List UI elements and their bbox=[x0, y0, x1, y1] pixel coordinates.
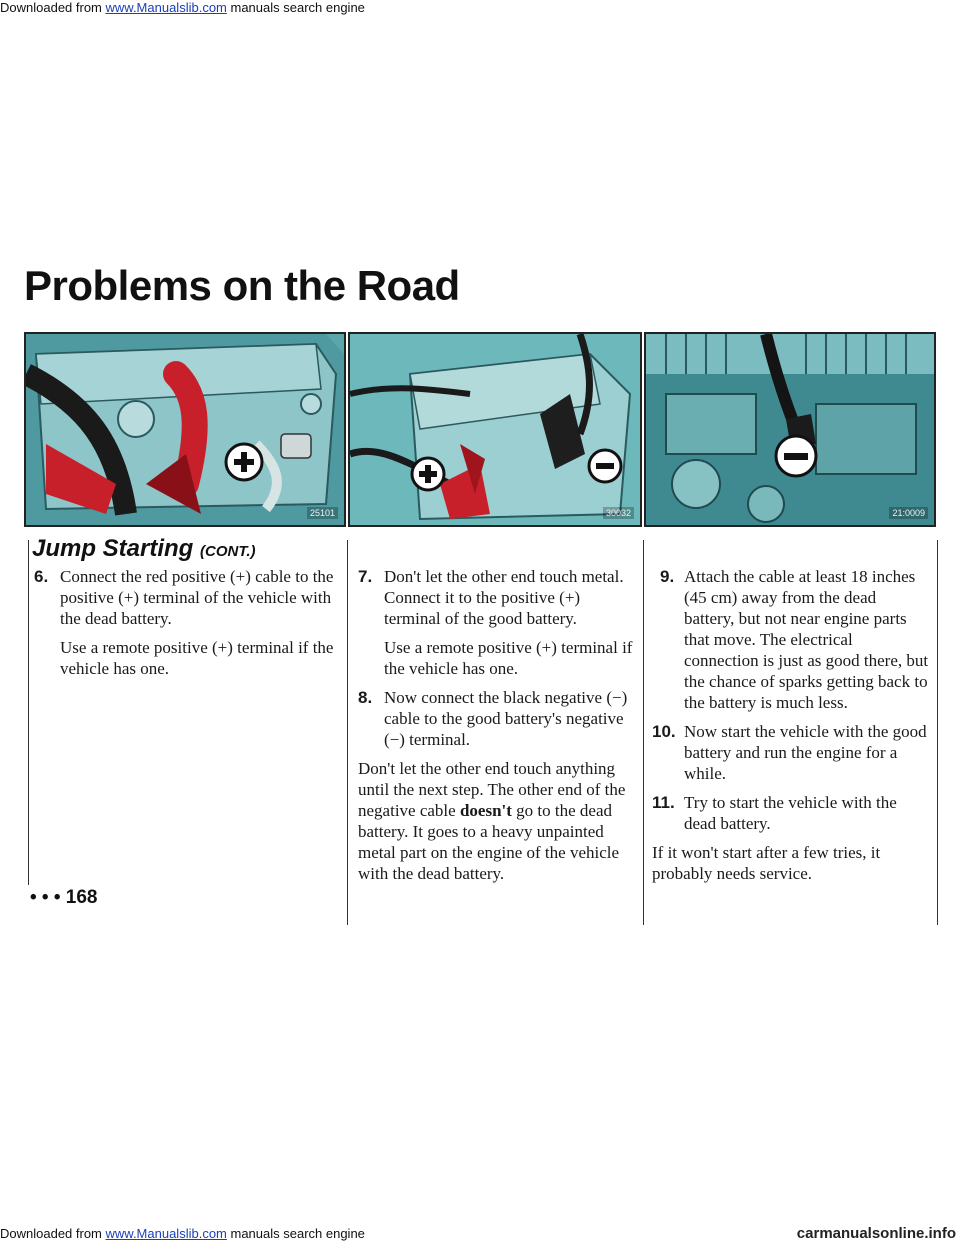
column-divider-2 bbox=[643, 540, 644, 925]
step-10-text: Now start the vehicle with the good battery and run the engine for a while. bbox=[684, 722, 927, 783]
step-6-number: 6. bbox=[34, 567, 49, 586]
manualslib-link[interactable]: www.Manualslib.com bbox=[105, 0, 227, 15]
section-cont-label: (CONT.) bbox=[200, 543, 256, 560]
step-11-number: 11. bbox=[652, 793, 675, 812]
photo-good-battery-drawing bbox=[350, 334, 640, 525]
photo-positive-clamp bbox=[24, 332, 346, 527]
step-6-note: Use a remote positive (+) terminal if the vehicle has one. bbox=[60, 638, 334, 678]
step-8-text: Now connect the black negative (−) cable to the good battery's negative (−) terminal. bbox=[384, 688, 628, 749]
footer-manualslib-link[interactable]: www.Manualslib.com bbox=[105, 1226, 227, 1241]
step-11-text: Try to start the vehicle with the dead battery. bbox=[684, 793, 897, 833]
step-6-text: Connect the red positive (+) cable to the positive (+) terminal of the vehicle with the dead battery. bbox=[60, 567, 334, 628]
photo-engine-ground-drawing bbox=[646, 334, 934, 525]
step-10-number: 10. bbox=[652, 722, 676, 741]
column-2 bbox=[358, 566, 636, 892]
column-1 bbox=[34, 566, 339, 687]
para-text-before: Don't let the other end touch anything until the next step. The other end of the negative cable bbox=[358, 759, 626, 820]
step-9-text: Attach the cable at least 18 inches (45 cm) away from the dead battery, but not near engine parts that move. The electrical connection is just as good there, but the chance of sparks getting back to the battery is much less. bbox=[684, 567, 929, 712]
banner-prefix: Downloaded from bbox=[0, 0, 106, 15]
step-6 bbox=[34, 566, 339, 629]
closing-paragraph: If it won't start after a few tries, it probably needs service. bbox=[652, 843, 881, 883]
section-heading bbox=[32, 535, 256, 563]
photo-code-1: 25101 bbox=[307, 507, 338, 519]
column-3 bbox=[652, 566, 930, 892]
column-divider-left bbox=[28, 540, 29, 885]
para-bold-word: doesn't bbox=[459, 801, 512, 820]
source-banner bbox=[0, 0, 960, 16]
step-8 bbox=[358, 687, 636, 750]
footer-source bbox=[0, 1225, 365, 1242]
page-title: Problems on the Road bbox=[24, 262, 460, 309]
para-text-after: go to the dead battery. It goes to a heavy unpainted metal part on the engine of the vehicle with the dead battery. bbox=[358, 801, 620, 883]
column-divider-1 bbox=[347, 540, 348, 925]
step-10 bbox=[652, 721, 930, 784]
photo-engine-ground bbox=[644, 332, 936, 527]
footer-watermark: carmanualsonline.info bbox=[796, 1225, 956, 1242]
step-7 bbox=[358, 566, 636, 629]
banner-suffix: manuals search engine bbox=[226, 0, 365, 15]
step-7-number: 7. bbox=[358, 567, 373, 586]
photo-positive-clamp-drawing bbox=[26, 334, 344, 525]
step-9 bbox=[652, 566, 930, 713]
footer-prefix: Downloaded from bbox=[0, 1226, 106, 1241]
footer bbox=[0, 1225, 960, 1242]
step-9-number: 9. bbox=[660, 567, 675, 586]
step-7-note: Use a remote positive (+) terminal if the vehicle has one. bbox=[384, 638, 633, 678]
step-8-number: 8. bbox=[358, 688, 373, 707]
photo-code-2: 30032 bbox=[603, 507, 634, 519]
column-divider-3 bbox=[937, 540, 938, 925]
section-heading-text: Jump Starting bbox=[32, 535, 194, 562]
photo-good-battery bbox=[348, 332, 642, 527]
photo-code-3: 21:0009 bbox=[889, 507, 928, 519]
footer-suffix: manuals search engine bbox=[226, 1226, 365, 1241]
page-number: • • • 168 bbox=[30, 887, 98, 908]
step-11 bbox=[652, 792, 930, 834]
step-7-text: Don't let the other end touch metal. Connect it to the positive (+) terminal of the good battery. bbox=[384, 567, 624, 628]
negative-cable-paragraph bbox=[358, 758, 636, 884]
